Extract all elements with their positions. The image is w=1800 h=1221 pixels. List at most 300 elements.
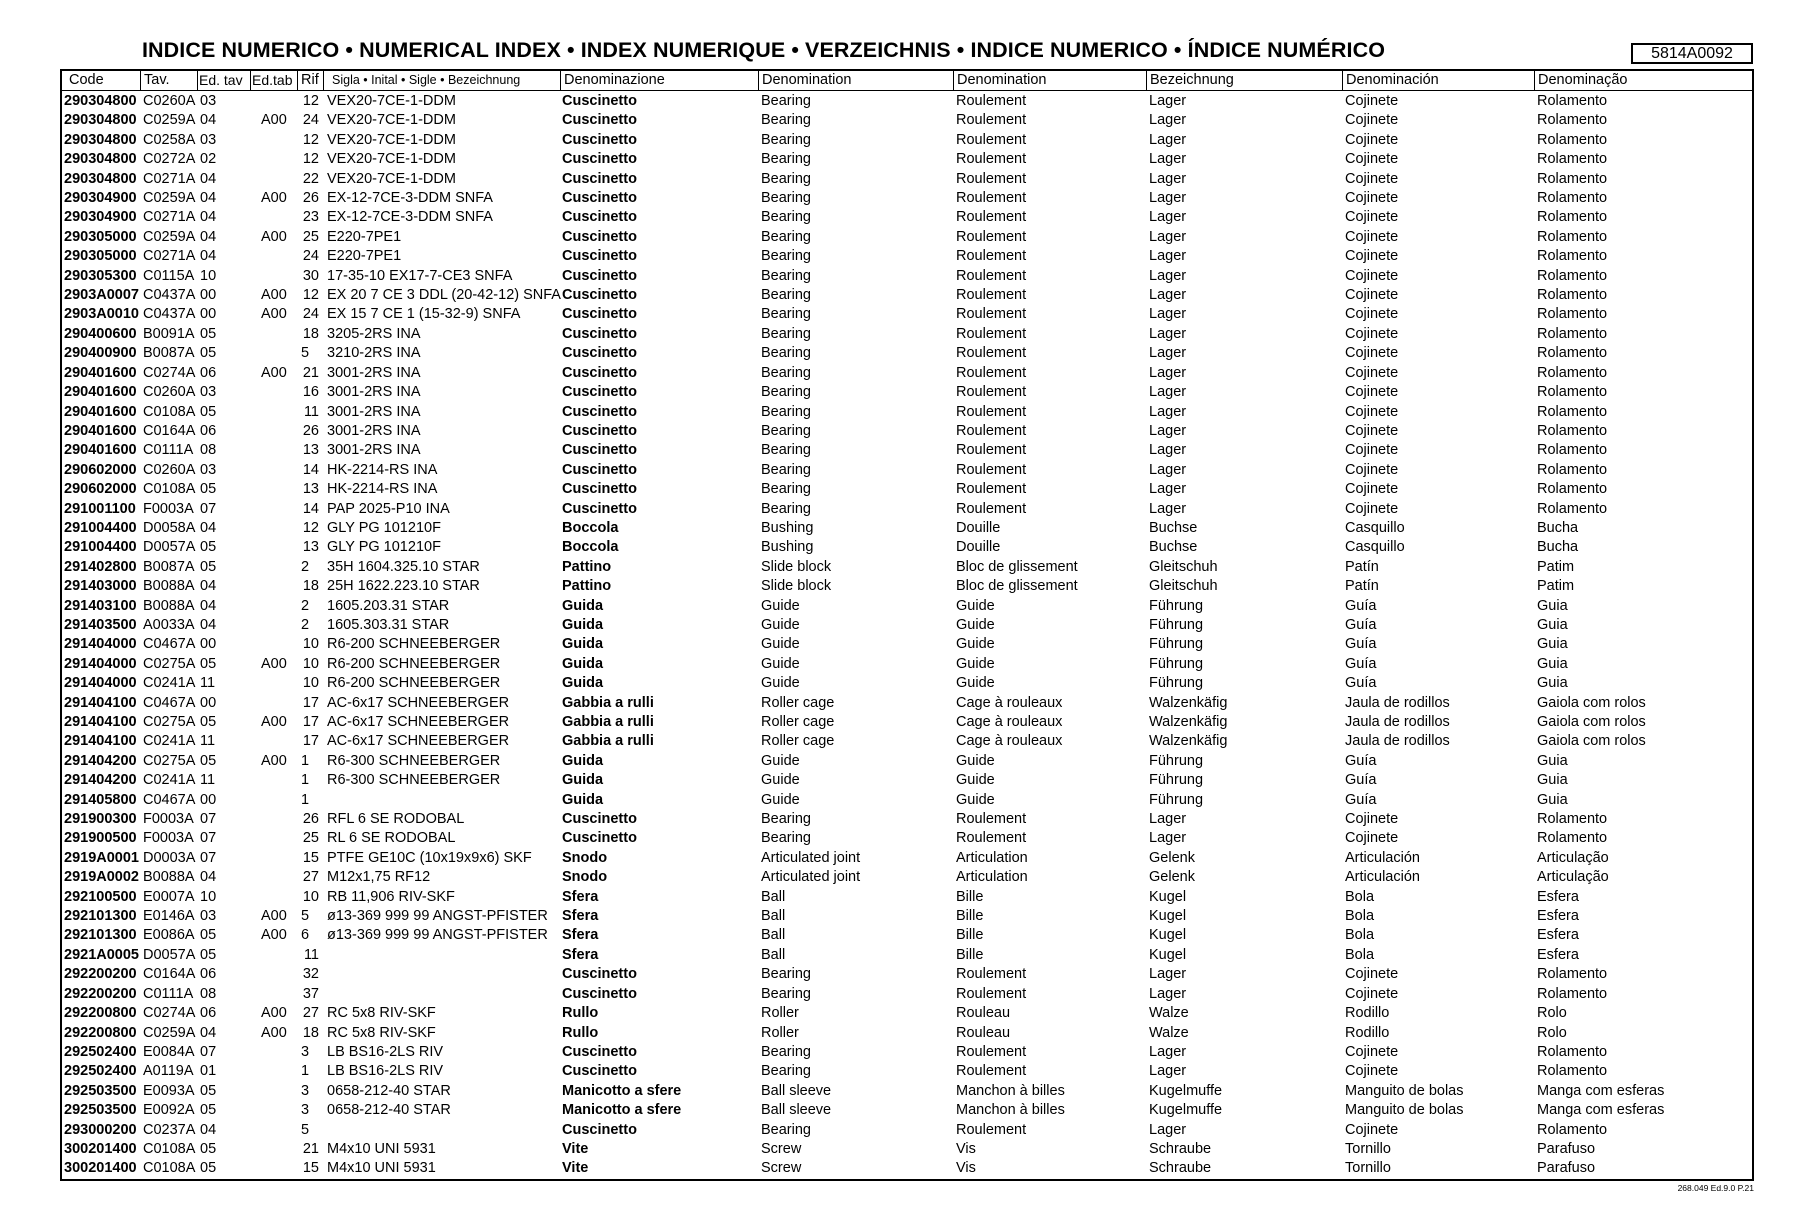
cell-denominacao-pt: Rolamento xyxy=(1537,985,1608,1002)
cell-tav: B0088A xyxy=(143,597,195,614)
table-row xyxy=(62,441,1752,460)
cell-bezeichnung-de: Führung xyxy=(1149,655,1204,672)
cell-code: 290400900 xyxy=(64,345,137,362)
cell-code: 292200200 xyxy=(64,966,137,983)
cell-denomination-en: Bearing xyxy=(761,364,811,381)
cell-rif: 10 xyxy=(302,888,319,905)
cell-ed-tav: 10 xyxy=(200,888,217,905)
table-row xyxy=(62,1082,1752,1101)
cell-denomination-en: Bearing xyxy=(761,190,811,207)
cell-sigla: 3001-2RS INA xyxy=(327,442,421,459)
cell-ed-tab: A00 xyxy=(261,1005,287,1022)
cell-denominacao-pt: Guia xyxy=(1537,752,1568,769)
cell-denominacion-es: Cojinete xyxy=(1345,287,1399,304)
cell-ed-tav: 03 xyxy=(200,384,217,401)
cell-tav: E0084A xyxy=(143,1043,195,1060)
cell-code: 291004400 xyxy=(64,519,137,536)
cell-code: 290304800 xyxy=(64,112,137,129)
cell-denominacao-pt: Rolamento xyxy=(1537,422,1608,439)
cell-ed-tab: A00 xyxy=(261,714,287,730)
cell-tav: C0467A xyxy=(143,694,196,711)
cell-denominazione-it: Cuscinetto xyxy=(562,1043,637,1060)
cell-rif: 1 xyxy=(301,791,310,808)
table-row xyxy=(62,461,1752,480)
cell-bezeichnung-de: Lager xyxy=(1149,131,1187,148)
cell-code: 291004400 xyxy=(64,539,137,556)
table-row xyxy=(62,403,1752,422)
cell-rif: 12 xyxy=(302,131,319,148)
cell-denominacao-pt: Rolamento xyxy=(1537,384,1608,401)
cell-denomination-en: Articulated joint xyxy=(761,869,861,886)
cell-code: 291405800 xyxy=(64,791,137,808)
cell-denomination-en: Roller cage xyxy=(761,714,835,730)
cell-tav: C0467A xyxy=(143,636,196,653)
cell-tav: F0003A xyxy=(143,830,194,847)
cell-bezeichnung-de: Schraube xyxy=(1149,1140,1212,1157)
cell-denominacion-es: Articulación xyxy=(1345,849,1420,866)
cell-bezeichnung-de: Führung xyxy=(1149,636,1204,653)
cell-denominazione-it: Vite xyxy=(562,1140,589,1157)
cell-denominacion-es: Cojinete xyxy=(1345,112,1399,129)
cell-bezeichnung-de: Kugel xyxy=(1149,888,1187,905)
cell-denomination-fr: Bille xyxy=(956,888,984,905)
cell-ed-tav: 04 xyxy=(200,112,217,129)
cell-code: 292200800 xyxy=(64,1024,137,1041)
cell-denominacao-pt: Guia xyxy=(1537,675,1568,692)
cell-rif: 11 xyxy=(303,403,319,420)
cell-rif: 18 xyxy=(302,1024,319,1041)
cell-denomination-en: Roller cage xyxy=(761,694,835,711)
cell-denomination-en: Bearing xyxy=(761,131,811,148)
cell-denominazione-it: Rullo xyxy=(562,1024,599,1041)
cell-denominazione-it: Cuscinetto xyxy=(562,422,637,439)
cell-tav: C0437A xyxy=(143,287,196,304)
cell-ed-tav: 04 xyxy=(200,597,217,614)
cell-denominacao-pt: Rolo xyxy=(1537,1005,1567,1022)
cell-denomination-en: Bearing xyxy=(761,93,811,109)
cell-code: 290304900 xyxy=(64,209,137,226)
cell-denominacao-pt: Rolamento xyxy=(1537,345,1608,362)
cell-denominacao-pt: Rolamento xyxy=(1537,228,1608,245)
cell-bezeichnung-de: Führung xyxy=(1149,791,1204,808)
cell-ed-tav: 03 xyxy=(200,461,217,478)
cell-code: 293000200 xyxy=(64,1121,137,1138)
cell-denomination-en: Bearing xyxy=(761,325,811,342)
cell-rif: 13 xyxy=(302,442,319,459)
column-header-bezeichnung-de: Bezeichnung xyxy=(1146,71,1342,90)
cell-ed-tav: 05 xyxy=(200,539,217,556)
cell-bezeichnung-de: Lager xyxy=(1149,1043,1187,1060)
cell-ed-tav: 05 xyxy=(200,655,217,672)
cell-denomination-fr: Roulement xyxy=(956,1063,1027,1080)
cell-denominacion-es: Bola xyxy=(1345,927,1375,944)
cell-ed-tav: 08 xyxy=(200,442,217,459)
cell-denominacion-es: Patín xyxy=(1345,558,1379,575)
cell-denominacion-es: Guía xyxy=(1345,616,1377,633)
cell-sigla: 3205-2RS INA xyxy=(327,325,421,342)
cell-code: 290401600 xyxy=(64,403,137,420)
cell-sigla: RFL 6 SE RODOBAL xyxy=(327,811,465,828)
cell-ed-tab: A00 xyxy=(261,908,287,925)
cell-bezeichnung-de: Walzenkäfig xyxy=(1149,694,1228,711)
cell-tav: C0164A xyxy=(143,422,196,439)
table-row xyxy=(62,383,1752,402)
cell-denomination-fr: Cage à rouleaux xyxy=(956,714,1063,730)
cell-sigla: LB BS16-2LS RIV xyxy=(327,1063,444,1080)
cell-bezeichnung-de: Kugelmuffe xyxy=(1149,1082,1223,1099)
cell-ed-tav: 05 xyxy=(200,345,217,362)
cell-rif: 5 xyxy=(301,1121,310,1138)
cell-denomination-fr: Roulement xyxy=(956,1043,1027,1060)
cell-rif: 2 xyxy=(301,616,310,633)
cell-rif: 27 xyxy=(302,1005,319,1022)
cell-denomination-fr: Roulement xyxy=(956,112,1027,129)
cell-denomination-fr: Rouleau xyxy=(956,1024,1011,1041)
cell-ed-tav: 04 xyxy=(200,578,217,595)
cell-bezeichnung-de: Kugel xyxy=(1149,946,1187,963)
page-title: INDICE NUMERICO • NUMERICAL INDEX • INDEX NUMERIQUE • VERZEICHNIS • INDICE NUMERICO • ÍNDICE NUMÉRICO xyxy=(141,38,1386,62)
cell-denominacao-pt: Rolamento xyxy=(1537,966,1608,983)
cell-denominacao-pt: Rolamento xyxy=(1537,287,1608,304)
cell-sigla: R6-300 SCHNEEBERGER xyxy=(327,772,501,789)
cell-rif: 10 xyxy=(302,675,319,692)
table-row xyxy=(62,1062,1752,1081)
cell-rif: 12 xyxy=(302,93,319,109)
cell-ed-tav: 05 xyxy=(200,1102,217,1119)
cell-tav: F0003A xyxy=(143,500,194,517)
cell-code: 291001100 xyxy=(64,500,136,517)
cell-code: 291404000 xyxy=(64,655,137,672)
table-row xyxy=(62,1121,1752,1140)
cell-denominacao-pt: Esfera xyxy=(1537,908,1579,925)
cell-sigla: EX-12-7CE-3-DDM SNFA xyxy=(327,209,493,226)
cell-denomination-fr: Roulement xyxy=(956,93,1027,109)
cell-denomination-fr: Bille xyxy=(956,927,984,944)
column-header-denomination-fr: Denomination xyxy=(953,71,1146,90)
cell-denominacion-es: Cojinete xyxy=(1345,1043,1399,1060)
cell-tav: C0259A xyxy=(143,1024,196,1041)
cell-denominacion-es: Manguito de bolas xyxy=(1345,1082,1464,1099)
table-row xyxy=(62,946,1752,965)
table-row xyxy=(62,752,1752,771)
cell-sigla: GLY PG 101210F xyxy=(327,539,441,556)
cell-denominazione-it: Cuscinetto xyxy=(562,403,637,420)
cell-denominacion-es: Cojinete xyxy=(1345,500,1399,517)
table-row xyxy=(62,810,1752,829)
cell-ed-tav: 00 xyxy=(200,791,217,808)
cell-denominazione-it: Guida xyxy=(562,675,604,692)
cell-ed-tav: 05 xyxy=(200,481,217,498)
table-row xyxy=(62,771,1752,790)
table-row xyxy=(62,791,1752,810)
cell-code: 290401600 xyxy=(64,364,137,381)
cell-rif: 12 xyxy=(302,287,319,304)
cell-rif: 25 xyxy=(302,830,319,847)
cell-rif: 21 xyxy=(302,364,319,381)
cell-denominazione-it: Cuscinetto xyxy=(562,131,637,148)
cell-denominazione-it: Guida xyxy=(562,791,604,808)
table-row xyxy=(62,364,1752,383)
cell-code: 291403500 xyxy=(64,616,137,633)
cell-ed-tav: 06 xyxy=(200,966,217,983)
cell-bezeichnung-de: Lager xyxy=(1149,93,1187,109)
cell-bezeichnung-de: Führung xyxy=(1149,752,1204,769)
cell-bezeichnung-de: Lager xyxy=(1149,442,1187,459)
table-row xyxy=(62,131,1752,150)
cell-rif: 3 xyxy=(301,1043,310,1060)
cell-denominacion-es: Rodillo xyxy=(1345,1024,1390,1041)
cell-denominazione-it: Cuscinetto xyxy=(562,1121,637,1138)
cell-code: 291404000 xyxy=(64,636,137,653)
cell-tav: C0108A xyxy=(143,1160,196,1177)
cell-denomination-en: Bearing xyxy=(761,1043,811,1060)
cell-rif: 14 xyxy=(302,500,319,517)
cell-code: 291404100 xyxy=(64,714,137,730)
cell-denominacion-es: Jaula de rodillos xyxy=(1345,714,1450,730)
cell-denomination-fr: Roulement xyxy=(956,461,1027,478)
cell-code: 290400600 xyxy=(64,325,137,342)
cell-code: 292101300 xyxy=(64,927,137,944)
cell-ed-tav: 00 xyxy=(200,636,217,653)
cell-denominazione-it: Cuscinetto xyxy=(562,442,637,459)
cell-tav: C0275A xyxy=(143,752,196,769)
cell-rif: 17 xyxy=(302,694,319,711)
cell-rif: 26 xyxy=(302,811,319,828)
cell-sigla: GLY PG 101210F xyxy=(327,519,441,536)
cell-denomination-en: Bearing xyxy=(761,461,811,478)
cell-denominacao-pt: Rolamento xyxy=(1537,830,1608,847)
table-row xyxy=(62,713,1752,732)
cell-ed-tab: A00 xyxy=(261,927,287,944)
cell-sigla: 17-35-10 EX17-7-CE3 SNFA xyxy=(327,267,513,284)
cell-denomination-fr: Roulement xyxy=(956,306,1027,323)
cell-denomination-en: Bearing xyxy=(761,481,811,498)
cell-denominazione-it: Guida xyxy=(562,616,604,633)
cell-denomination-en: Ball sleeve xyxy=(761,1082,832,1099)
cell-denominacion-es: Cojinete xyxy=(1345,481,1399,498)
cell-rif: 23 xyxy=(302,209,319,226)
cell-bezeichnung-de: Walze xyxy=(1149,1024,1189,1041)
cell-denominacion-es: Cojinete xyxy=(1345,190,1399,207)
cell-denominacao-pt: Guia xyxy=(1537,597,1568,614)
cell-denominazione-it: Guida xyxy=(562,636,604,653)
cell-denominacao-pt: Rolamento xyxy=(1537,500,1608,517)
cell-denominazione-it: Cuscinetto xyxy=(562,228,637,245)
cell-denominacao-pt: Rolamento xyxy=(1537,403,1608,420)
cell-bezeichnung-de: Buchse xyxy=(1149,539,1198,556)
cell-ed-tav: 11 xyxy=(200,733,216,750)
table-row xyxy=(62,1043,1752,1062)
cell-denominacion-es: Bola xyxy=(1345,946,1375,963)
cell-tav: C0275A xyxy=(143,655,196,672)
cell-sigla: AC-6x17 SCHNEEBERGER xyxy=(327,714,510,730)
cell-rif: 24 xyxy=(302,306,319,323)
cell-tav: C0274A xyxy=(143,364,196,381)
cell-sigla: E220-7PE1 xyxy=(327,248,402,265)
cell-tav: C0111A xyxy=(143,442,194,459)
cell-denominazione-it: Cuscinetto xyxy=(562,248,637,265)
cell-ed-tav: 05 xyxy=(200,558,217,575)
cell-rif: 24 xyxy=(302,112,319,129)
table-row xyxy=(62,907,1752,926)
cell-denomination-en: Bearing xyxy=(761,170,811,187)
cell-denomination-fr: Rouleau xyxy=(956,1005,1011,1022)
cell-bezeichnung-de: Lager xyxy=(1149,306,1187,323)
cell-bezeichnung-de: Lager xyxy=(1149,267,1187,284)
cell-denominazione-it: Pattino xyxy=(562,558,612,575)
cell-denomination-en: Bearing xyxy=(761,112,811,129)
table-row xyxy=(62,208,1752,227)
cell-rif: 22 xyxy=(302,170,319,187)
cell-denominazione-it: Cuscinetto xyxy=(562,287,637,304)
cell-tav: E0007A xyxy=(143,888,195,905)
cell-denomination-fr: Guide xyxy=(956,636,995,653)
cell-denomination-fr: Roulement xyxy=(956,287,1027,304)
cell-sigla: ø13-369 999 99 ANGST-PFISTER xyxy=(327,908,548,925)
cell-bezeichnung-de: Gelenk xyxy=(1149,849,1195,866)
cell-denominacion-es: Guía xyxy=(1345,752,1377,769)
cell-ed-tav: 05 xyxy=(200,403,217,420)
cell-tav: D0003A xyxy=(143,849,196,866)
cell-denomination-fr: Roulement xyxy=(956,966,1027,983)
table-row xyxy=(62,732,1752,751)
table-row xyxy=(62,422,1752,441)
cell-denominacion-es: Cojinete xyxy=(1345,461,1399,478)
cell-denomination-en: Guide xyxy=(761,636,800,653)
cell-denomination-fr: Roulement xyxy=(956,830,1027,847)
cell-rif: 21 xyxy=(302,1140,319,1157)
cell-code: 2903A0007 xyxy=(64,287,139,304)
cell-denominazione-it: Cuscinetto xyxy=(562,500,637,517)
cell-sigla: VEX20-7CE-1-DDM xyxy=(327,151,456,168)
cell-rif: 16 xyxy=(302,384,319,401)
cell-sigla: HK-2214-RS INA xyxy=(327,481,438,498)
cell-denomination-en: Guide xyxy=(761,675,800,692)
cell-sigla: 1605.203.31 STAR xyxy=(327,597,450,614)
cell-denominazione-it: Vite xyxy=(562,1160,589,1177)
cell-denomination-fr: Vis xyxy=(956,1160,976,1177)
cell-tav: B0087A xyxy=(143,345,195,362)
cell-denomination-fr: Guide xyxy=(956,675,995,692)
cell-ed-tav: 01 xyxy=(200,1063,217,1080)
cell-denomination-fr: Douille xyxy=(956,519,1001,536)
table-row xyxy=(62,344,1752,363)
cell-rif: 17 xyxy=(302,733,319,750)
table-row xyxy=(62,1004,1752,1023)
cell-code: 300201400 xyxy=(64,1160,137,1177)
cell-denomination-en: Guide xyxy=(761,772,800,789)
cell-sigla: 25H 1622.223.10 STAR xyxy=(327,578,480,595)
cell-denomination-en: Screw xyxy=(761,1140,802,1157)
cell-tav: B0088A xyxy=(143,578,195,595)
cell-tav: B0087A xyxy=(143,558,195,575)
cell-code: 300201400 xyxy=(64,1140,137,1157)
table-row xyxy=(62,500,1752,519)
cell-rif: 24 xyxy=(302,248,319,265)
table-row xyxy=(62,1101,1752,1120)
cell-ed-tav: 03 xyxy=(200,131,217,148)
table-row xyxy=(62,325,1752,344)
cell-sigla: 3001-2RS INA xyxy=(327,403,421,420)
cell-ed-tab: A00 xyxy=(261,655,287,672)
cell-bezeichnung-de: Schraube xyxy=(1149,1160,1212,1177)
cell-sigla: EX-12-7CE-3-DDM SNFA xyxy=(327,190,493,207)
cell-denomination-en: Ball sleeve xyxy=(761,1102,832,1119)
cell-denominacion-es: Rodillo xyxy=(1345,1005,1390,1022)
cell-denominacao-pt: Esfera xyxy=(1537,888,1579,905)
cell-ed-tav: 07 xyxy=(200,500,217,517)
cell-ed-tav: 04 xyxy=(200,228,217,245)
cell-denominazione-it: Cuscinetto xyxy=(562,345,637,362)
cell-code: 290602000 xyxy=(64,481,137,498)
cell-bezeichnung-de: Lager xyxy=(1149,500,1187,517)
cell-rif: 13 xyxy=(302,539,319,556)
cell-code: 290304800 xyxy=(64,93,137,109)
cell-sigla: VEX20-7CE-1-DDM xyxy=(327,131,456,148)
cell-code: 291403000 xyxy=(64,578,137,595)
cell-denomination-fr: Roulement xyxy=(956,345,1027,362)
cell-denominacao-pt: Guia xyxy=(1537,616,1568,633)
cell-rif: 25 xyxy=(302,228,319,245)
table-row xyxy=(62,1024,1752,1043)
cell-code: 290401600 xyxy=(64,422,137,439)
cell-denomination-en: Bearing xyxy=(761,1121,811,1138)
cell-denomination-fr: Guide xyxy=(956,752,995,769)
cell-denominacion-es: Guía xyxy=(1345,655,1377,672)
cell-denominacao-pt: Rolamento xyxy=(1537,131,1608,148)
cell-tav: C0275A xyxy=(143,714,196,730)
cell-tav: C0259A xyxy=(143,112,196,129)
cell-ed-tav: 07 xyxy=(200,830,217,847)
cell-denomination-en: Bearing xyxy=(761,985,811,1002)
cell-rif: 6 xyxy=(301,927,310,944)
cell-denominazione-it: Cuscinetto xyxy=(562,151,637,168)
cell-denomination-en: Ball xyxy=(761,908,786,925)
cell-rif: 17 xyxy=(302,714,319,730)
cell-ed-tav: 04 xyxy=(200,209,217,226)
cell-ed-tav: 04 xyxy=(200,1121,217,1138)
cell-denominacao-pt: Rolamento xyxy=(1537,248,1608,265)
cell-denominazione-it: Boccola xyxy=(562,519,619,536)
cell-denomination-en: Bearing xyxy=(761,228,811,245)
cell-denominazione-it: Cuscinetto xyxy=(562,811,637,828)
cell-denomination-fr: Douille xyxy=(956,539,1001,556)
table-row xyxy=(62,286,1752,305)
table-row xyxy=(62,577,1752,596)
cell-sigla: 3001-2RS INA xyxy=(327,384,421,401)
cell-tav: B0091A xyxy=(143,325,195,342)
cell-sigla: M4x10 UNI 5931 xyxy=(327,1160,436,1177)
cell-sigla: R6-200 SCHNEEBERGER xyxy=(327,636,501,653)
cell-rif: 32 xyxy=(302,966,319,983)
cell-bezeichnung-de: Lager xyxy=(1149,112,1187,129)
cell-ed-tab: A00 xyxy=(261,112,287,129)
cell-denominacion-es: Tornillo xyxy=(1345,1140,1391,1157)
cell-rif: 13 xyxy=(302,481,319,498)
cell-bezeichnung-de: Lager xyxy=(1149,1121,1187,1138)
cell-ed-tab: A00 xyxy=(261,364,287,381)
cell-rif: 1 xyxy=(301,752,310,769)
cell-denomination-fr: Manchon à billes xyxy=(956,1102,1065,1119)
cell-denominazione-it: Cuscinetto xyxy=(562,985,637,1002)
cell-denomination-fr: Cage à rouleaux xyxy=(956,694,1063,711)
cell-denomination-fr: Roulement xyxy=(956,170,1027,187)
cell-denominacao-pt: Guia xyxy=(1537,636,1568,653)
cell-rif: 27 xyxy=(302,869,319,886)
cell-denominacao-pt: Rolamento xyxy=(1537,306,1608,323)
cell-denominazione-it: Cuscinetto xyxy=(562,170,637,187)
cell-denominacion-es: Cojinete xyxy=(1345,345,1399,362)
